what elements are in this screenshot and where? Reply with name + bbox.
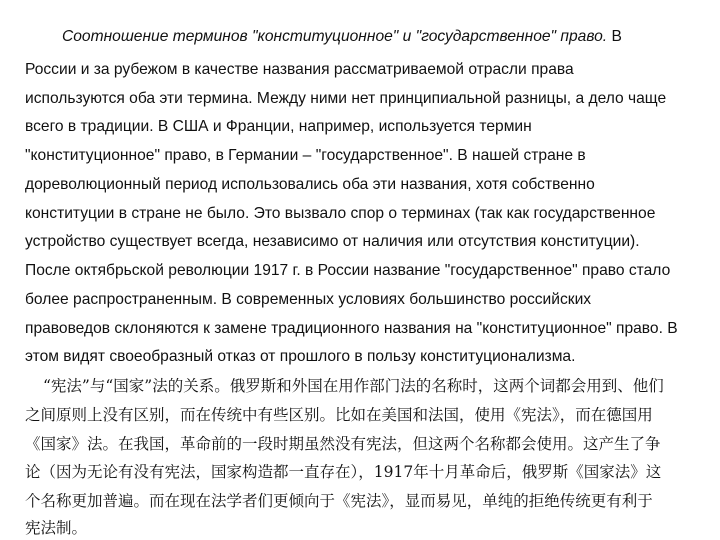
russian-line-9: После октябрьской революции 1917 г. в России название "государственное" право стало xyxy=(25,262,671,279)
russian-line-4: всего в традиции. В США и Франции, например, используется термин xyxy=(25,118,532,135)
russian-line-1 xyxy=(62,27,622,47)
russian-text: В xyxy=(611,28,622,45)
russian-line-5: "конституционное" право, в Германии – "государственное". В нашей стране в xyxy=(25,147,586,164)
russian-line-12: этом видят своеобразный отказ от прошлого в пользу конституционализма. xyxy=(25,348,576,365)
russian-title: Соотношение терминов "конституционное" и "государственное" право. xyxy=(62,28,608,45)
russian-line-8: устройство существует всегда, независимо от наличия или отсутствия конституции). xyxy=(25,233,640,250)
chinese-line-4: 论（因为无论有没有宪法，国家构造都一直存在），1917年十月革命后，俄罗斯《国家法》这 xyxy=(25,463,662,481)
russian-line-2: России и за рубежом в качестве названия рассматриваемой отрасли права xyxy=(25,61,574,78)
russian-line-3: используются оба эти термина. Между ними нет принципиальной разницы, а дело чаще xyxy=(25,90,667,107)
chinese-line-6: 宪法制。 xyxy=(25,519,88,537)
chinese-line-1: “宪法”与“国家”法的关系。俄罗斯和外国在用作部门法的名称时，这两个词都会用到、他们 xyxy=(43,377,664,395)
russian-line-6: дореволюционный период использовались оба эти названия, хотя собственно xyxy=(25,176,595,193)
russian-line-10: более распространенным. В современных условиях большинство российских xyxy=(25,291,592,308)
chinese-line-2: 之间原则上没有区别，而在传统中有些区别。比如在美国和法国，使用《宪法》，而在德国用 xyxy=(25,406,653,424)
chinese-line-5: 个名称更加普遍。而在现在法学者们更倾向于《宪法》，显而易见，单纯的拒绝传统更有利于 xyxy=(25,492,653,510)
russian-line-11: правоведов склоняются к замене традиционного названия на "конституционное" право. В xyxy=(25,320,678,337)
chinese-line-3: 《国家》法。在我国，革命前的一段时期虽然没有宪法，但这两个名称都会使用。这产生了争 xyxy=(25,435,661,453)
russian-line-7: конституции в стране не было. Это вызвало спор о терминах (так как государственное xyxy=(25,205,656,222)
